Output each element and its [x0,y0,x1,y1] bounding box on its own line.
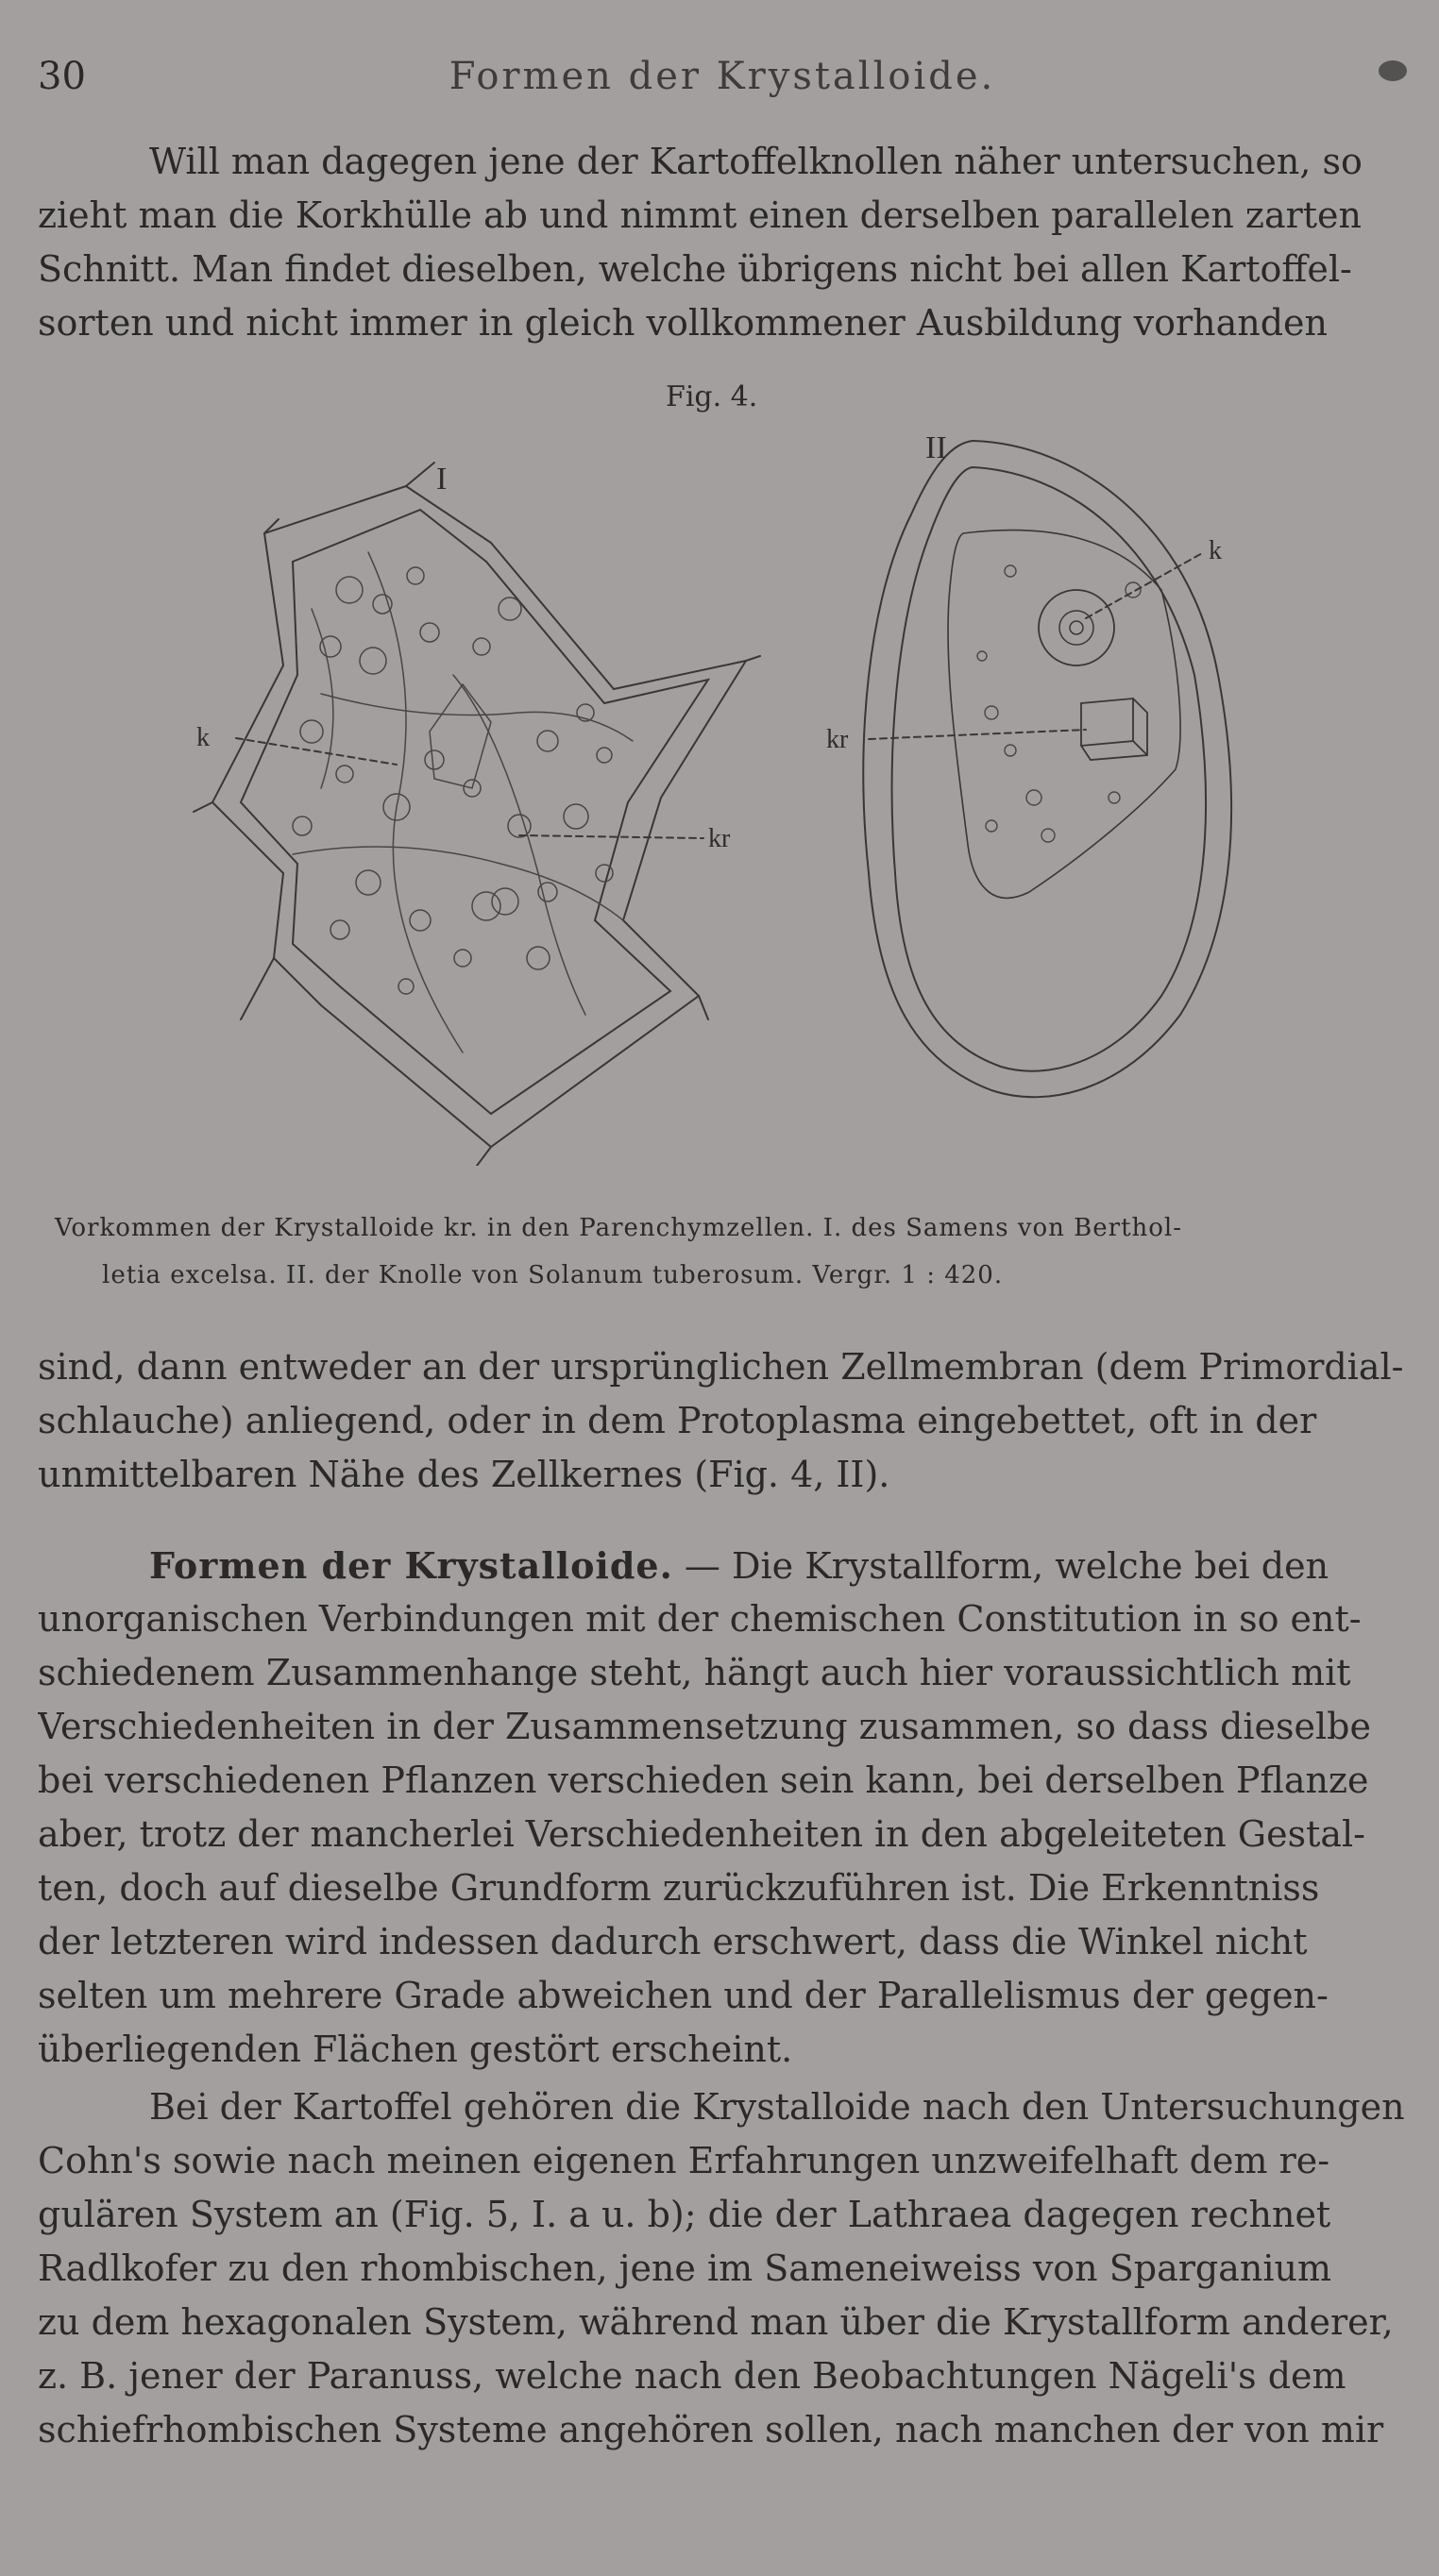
running-head: Formen der Krystalloide. [449,55,996,98]
text-line: der letzteren wird indessen dadurch erschwert, dass die Winkel nicht [38,1921,1308,1962]
text-line: überliegenden Flächen gestört erscheint. [38,2029,793,2070]
lead-label-kr-2: kr [826,725,849,754]
text-line: sorten und nicht immer in gleich vollkommener Ausbildung vorhanden [38,302,1328,344]
page-number: 30 [38,55,86,98]
text-line: schiefrhombischen Systeme angehören sollen, nach manchen der von mir [38,2409,1384,2450]
cell-1-outer-wall [212,486,746,1147]
lead-label-k-2: k [1209,536,1222,565]
section-paragraph [38,1539,1407,2077]
text-line: unmittelbaren Nähe des Zellkernes (Fig. 4, II). [38,1454,890,1495]
leader-line-kr-2 [869,730,1086,739]
text-line: unorganischen Verbindungen mit der chemischen Constitution in so ent- [38,1598,1362,1640]
paragraph-2 [38,2080,1407,2457]
panel-label-2: II [925,430,947,465]
section-first-line-rest: — Die Krystallform, welche bei den [672,1545,1329,1587]
cell-2-crystalloid [1081,699,1147,760]
cell-2-inner-wall [892,467,1206,1071]
text-line: Verschiedenheiten in der Zusammensetzung zusammen, so dass dieselbe [38,1706,1371,1747]
text-line: zieht man die Korkhülle ab und nimmt einen derselben parallelen zarten [38,194,1362,236]
cell-1-inner-wall [241,510,708,1114]
text-line: Radlkofer zu den rhombischen, jene im Sameneiweiss von Sparganium [38,2248,1332,2289]
intro-paragraph [38,135,1407,350]
caption-line: letia excelsa. II. der Knolle von Solanum tuberosum. Vergr. 1 : 420. [102,1261,1004,1289]
lead-label-kr: kr [708,824,731,853]
text-line: zu dem hexagonalen System, während man über die Krystallform anderer, [38,2301,1394,2343]
text-line: Schnitt. Man findet dieselben, welche übrigens nicht bei allen Kartoffel- [38,248,1352,290]
text-line: Cohn's sowie nach meinen eigenen Erfahrungen unzweifelhaft dem re- [38,2140,1330,2181]
figure-4-illustration [179,429,1265,1166]
caption-line: Vorkommen der Krystalloide kr. in den Parenchymzellen. I. des Samens von Berthol- [55,1214,1183,1242]
text-line: Bei der Kartoffel gehören die Krystalloide nach den Untersuchungen [149,2086,1405,2128]
figure-label: Fig. 4. [666,380,758,413]
section-first-line [38,1539,1407,1592]
cell-2-nucleus [1039,590,1114,665]
page-header [38,55,1407,111]
continuation-paragraph [38,1340,1407,1502]
text-line: bei verschiedenen Pflanzen verschieden sein kann, bei derselben Pflanze [38,1759,1369,1801]
text-line: selten um mehrere Grade abweichen und der Parallelismus der gegen- [38,1975,1329,2016]
leader-line-k-2 [1086,552,1204,618]
text-line: gulären System an (Fig. 5, I. a u. b); die der Lathraea dagegen rechnet [38,2194,1331,2235]
text-line: sind, dann entweder an der ursprünglichen Zellmembran (dem Primordial- [38,1346,1404,1388]
text-line: ten, doch auf dieselbe Grundform zurückzuführen ist. Die Erkenntniss [38,1867,1320,1909]
text-line: aber, trotz der mancherlei Verschiedenheiten in den abgeleiteten Gestal- [38,1813,1366,1855]
text-line: z. B. jener der Paranuss, welche nach den Beobachtungen Nägeli's dem [38,2355,1346,2397]
ink-smudge [1379,60,1407,81]
text-line: schiedenem Zusammenhange steht, hängt auch hier voraussichtlich mit [38,1652,1351,1693]
text-line: schlauche) anliegend, oder in dem Protoplasma eingebettet, oft in der [38,1400,1317,1441]
lead-label-k: k [196,723,210,752]
figure-caption [55,1204,1424,1299]
text-line: Will man dagegen jene der Kartoffelknollen näher untersuchen, so [149,141,1363,182]
section-heading: Formen der Krystalloide. [149,1544,673,1587]
panel-label-1: I [436,462,448,497]
leader-line-kr [519,835,703,838]
